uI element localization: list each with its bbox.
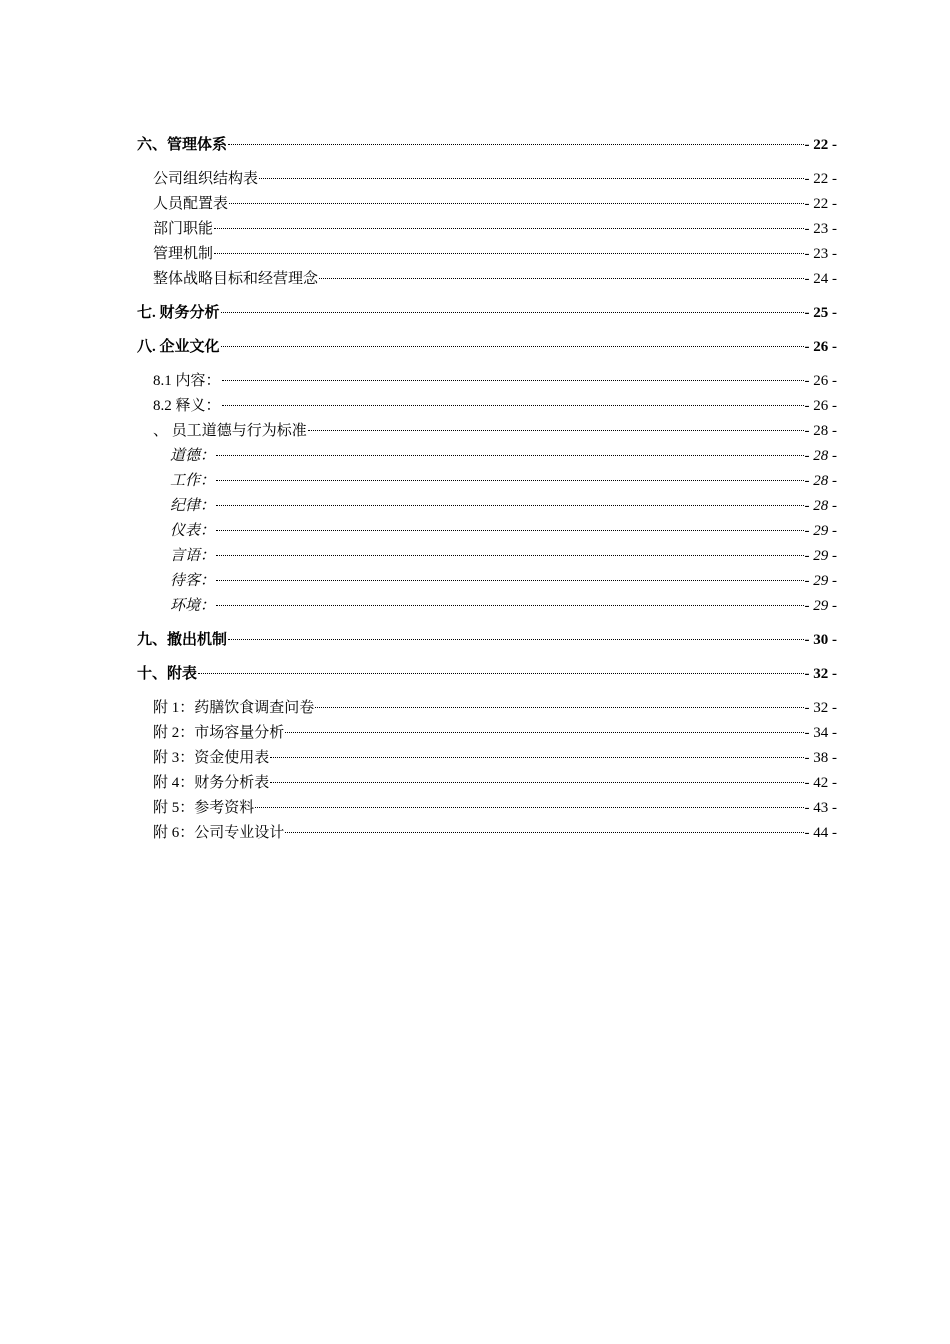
toc-dot-leader [228, 639, 803, 640]
toc-entry[interactable] [137, 796, 837, 821]
toc-dot-leader [228, 144, 803, 145]
toc-entry-title: 公司组织结构表 [153, 171, 259, 187]
toc-dot-leader [255, 807, 803, 808]
toc-entry-title: 附 1：药膳饮食调查问卷 [153, 700, 315, 716]
toc-entry[interactable] [137, 662, 837, 687]
toc-dot-leader [270, 782, 803, 783]
toc-entry[interactable] [137, 335, 837, 360]
toc-entry-title: 待客： [170, 573, 216, 589]
toc-entry[interactable] [137, 394, 837, 419]
toc-dot-leader [229, 203, 803, 204]
toc-entry[interactable] [137, 167, 837, 192]
toc-entry-title: 、 员工道德与行为标准 [153, 423, 307, 439]
toc-entry-title: 言语： [170, 548, 216, 564]
toc-entry[interactable] [137, 444, 837, 469]
toc-entry-title: 整体战略目标和经营理念 [153, 271, 319, 287]
toc-entry[interactable] [137, 133, 837, 158]
toc-entry-title: 附 3：资金使用表 [153, 750, 270, 766]
toc-entry-page: - 22 - [804, 137, 837, 153]
toc-entry-title: 人员配置表 [153, 196, 229, 212]
toc-entry[interactable] [137, 217, 837, 242]
toc-entry-page: - 28 - [804, 448, 837, 464]
toc-entry[interactable] [137, 821, 837, 846]
toc-entry-page: - 23 - [804, 246, 837, 262]
toc-entry[interactable] [137, 771, 837, 796]
toc-entry-title: 附 2：市场容量分析 [153, 725, 285, 741]
toc-dot-leader [216, 580, 803, 581]
toc-entry[interactable] [137, 192, 837, 217]
toc-entry[interactable] [137, 242, 837, 267]
toc-entry-page: - 32 - [804, 666, 837, 682]
toc-entry-title: 管理机制 [153, 246, 214, 262]
toc-dot-leader [221, 312, 804, 313]
toc-entry-title: 六、管理体系 [137, 137, 228, 153]
toc-entry-title: 部门职能 [153, 221, 214, 237]
toc-entry-title: 附 5：参考资料 [153, 800, 255, 816]
toc-entry-page: - 26 - [804, 398, 837, 414]
toc-dot-leader [216, 455, 803, 456]
toc-entry[interactable] [137, 721, 837, 746]
toc-entry-page: - 30 - [804, 632, 837, 648]
toc-entry-title: 十、附表 [137, 666, 198, 682]
toc-dot-leader [270, 757, 803, 758]
toc-entry-title: 附 6：公司专业设计 [153, 825, 285, 841]
toc-entry-page: - 29 - [804, 523, 837, 539]
toc-entry[interactable] [137, 628, 837, 653]
toc-dot-leader [308, 430, 804, 431]
toc-entry-title: 环境： [170, 598, 216, 614]
toc-entry[interactable] [137, 419, 837, 444]
toc-entry-title: 8.1 内容： [153, 373, 221, 389]
toc-dot-leader [222, 380, 804, 381]
table-of-contents [137, 133, 837, 846]
toc-dot-leader [259, 178, 803, 179]
toc-entry[interactable] [137, 569, 837, 594]
toc-entry[interactable] [137, 544, 837, 569]
toc-entry-page: - 29 - [804, 598, 837, 614]
toc-entry-title: 附 4：财务分析表 [153, 775, 270, 791]
toc-dot-leader [221, 346, 804, 347]
toc-dot-leader [216, 480, 803, 481]
toc-entry-title: 道德： [170, 448, 216, 464]
toc-entry[interactable] [137, 267, 837, 292]
toc-entry-page: - 23 - [804, 221, 837, 237]
toc-entry[interactable] [137, 696, 837, 721]
toc-entry-page: - 42 - [804, 775, 837, 791]
toc-entry-page: - 24 - [804, 271, 837, 287]
toc-dot-leader [214, 228, 803, 229]
toc-entry-title: 九、撤出机制 [137, 632, 228, 648]
toc-dot-leader [214, 253, 803, 254]
toc-dot-leader [216, 530, 803, 531]
toc-entry-page: - 28 - [804, 473, 837, 489]
toc-entry-page: - 32 - [804, 700, 837, 716]
toc-entry[interactable] [137, 519, 837, 544]
toc-dot-leader [285, 832, 803, 833]
toc-dot-leader [222, 405, 804, 406]
toc-entry-page: - 34 - [804, 725, 837, 741]
toc-entry-title: 8.2 释义： [153, 398, 221, 414]
toc-entry[interactable] [137, 369, 837, 394]
toc-dot-leader [216, 555, 803, 556]
toc-entry-page: - 29 - [804, 573, 837, 589]
toc-entry-title: 仪表： [170, 523, 216, 539]
toc-entry-page: - 22 - [804, 196, 837, 212]
toc-entry-page: - 29 - [804, 548, 837, 564]
toc-dot-leader [216, 605, 803, 606]
toc-dot-leader [319, 278, 803, 279]
toc-dot-leader [315, 707, 803, 708]
toc-entry-page: - 28 - [804, 498, 837, 514]
toc-entry-page: - 44 - [804, 825, 837, 841]
toc-dot-leader [216, 505, 803, 506]
toc-entry-page: - 26 - [804, 339, 837, 355]
toc-entry[interactable] [137, 469, 837, 494]
toc-entry-page: - 28 - [804, 423, 837, 439]
toc-dot-leader [198, 673, 803, 674]
toc-entry-page: - 25 - [804, 305, 837, 321]
toc-entry-title: 七. 财务分析 [137, 305, 220, 321]
toc-entry[interactable] [137, 494, 837, 519]
toc-entry-title: 纪律： [170, 498, 216, 514]
toc-entry-page: - 26 - [804, 373, 837, 389]
toc-entry-title: 工作： [170, 473, 216, 489]
toc-entry[interactable] [137, 746, 837, 771]
toc-entry-page: - 43 - [804, 800, 837, 816]
toc-entry[interactable] [137, 301, 837, 326]
toc-dot-leader [285, 732, 803, 733]
toc-entry-title: 八. 企业文化 [137, 339, 220, 355]
toc-entry[interactable] [137, 594, 837, 619]
toc-entry-page: - 38 - [804, 750, 837, 766]
toc-entry-page: - 22 - [804, 171, 837, 187]
